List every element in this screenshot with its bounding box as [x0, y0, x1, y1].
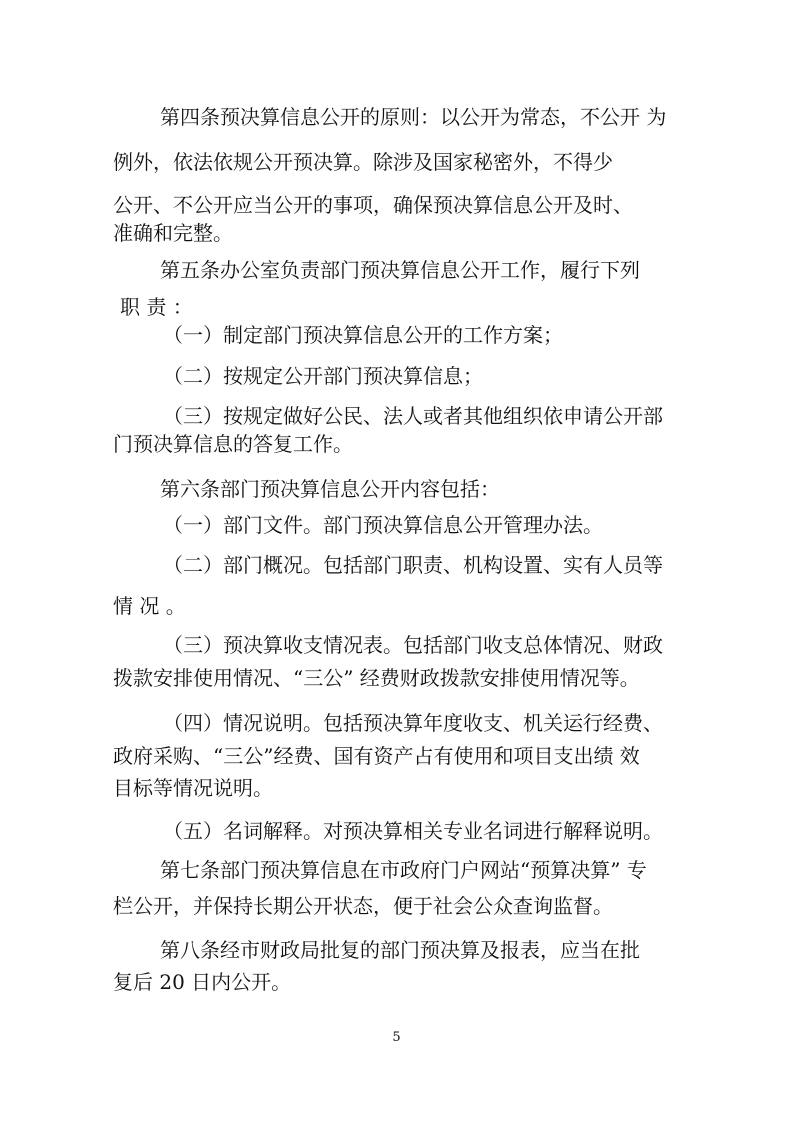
article-6-item-3-line-2: 拨款安排使用情况、“三公” 经费财政拨款安排使用情况等。: [113, 666, 640, 690]
article-5-item-3-line-2: 门预决算信息的答复工作。: [113, 432, 353, 456]
article-8-line-1: 第八条经市财政局批复的部门预决算及报表，应当在批: [160, 938, 640, 962]
article-5-line-1: 第五条办公室负责部门预决算信息公开工作，履行下列: [160, 258, 640, 282]
page-number: 5: [392, 1030, 401, 1045]
article-7-line-1: 第七条部门预决算信息在市政府门户网站“预算决算” 专: [160, 858, 647, 882]
article-5-item-2: （二）按规定公开部门预决算信息；: [163, 364, 483, 388]
article-6-item-4-line-2: 政府采购、“三公”经费、国有资产占有使用和项目支出绩 效: [113, 744, 640, 768]
article-6-item-2-line-2: 情 况 。: [113, 594, 186, 618]
article-6-item-5: （五）名词解释。对预决算相关专业名词进行解释说明。: [163, 819, 663, 843]
article-8-line-2: 复后 20 日内公开。: [113, 970, 292, 994]
article-6-item-4-line-1: （四）情况说明。包括预决算年度收支、机关运行经费、: [163, 711, 663, 735]
article-6-item-2-line-1: （二）部门概况。包括部门职责、机构设置、实有人员等: [163, 553, 663, 577]
article-5-item-3-line-1: （三）按规定做好公民、法人或者其他组织依申请公开部: [163, 404, 663, 428]
article-6-item-3-line-1: （三）预决算收支情况表。包括部门收支总体情况、财政: [163, 633, 663, 657]
article-6-item-1: （一）部门文件。部门预决算信息公开管理办法。: [163, 513, 603, 537]
article-7-line-2: 栏公开，并保持长期公开状态，便于社会公众查询监督。: [113, 894, 613, 918]
article-6-item-4-line-3: 目标等情况说明。: [113, 776, 273, 800]
article-5-line-2: 职 责 ：: [120, 295, 193, 319]
article-4-line-4: 准确和完整。: [113, 221, 233, 245]
article-6-line-1: 第六条部门预决算信息公开内容包括：: [160, 477, 500, 501]
article-4-line-3: 公开、不公开应当公开的事项，确保预决算信息公开及时、: [113, 193, 633, 217]
article-4-line-2: 例外，依法依规公开预决算。除涉及国家秘密外，不得少: [113, 150, 613, 174]
article-4-line-1: 第四条预决算信息公开的原则：以公开为常态，不公开 为: [160, 105, 667, 129]
article-5-item-1: （一）制定部门预决算信息公开的工作方案；: [163, 323, 563, 347]
